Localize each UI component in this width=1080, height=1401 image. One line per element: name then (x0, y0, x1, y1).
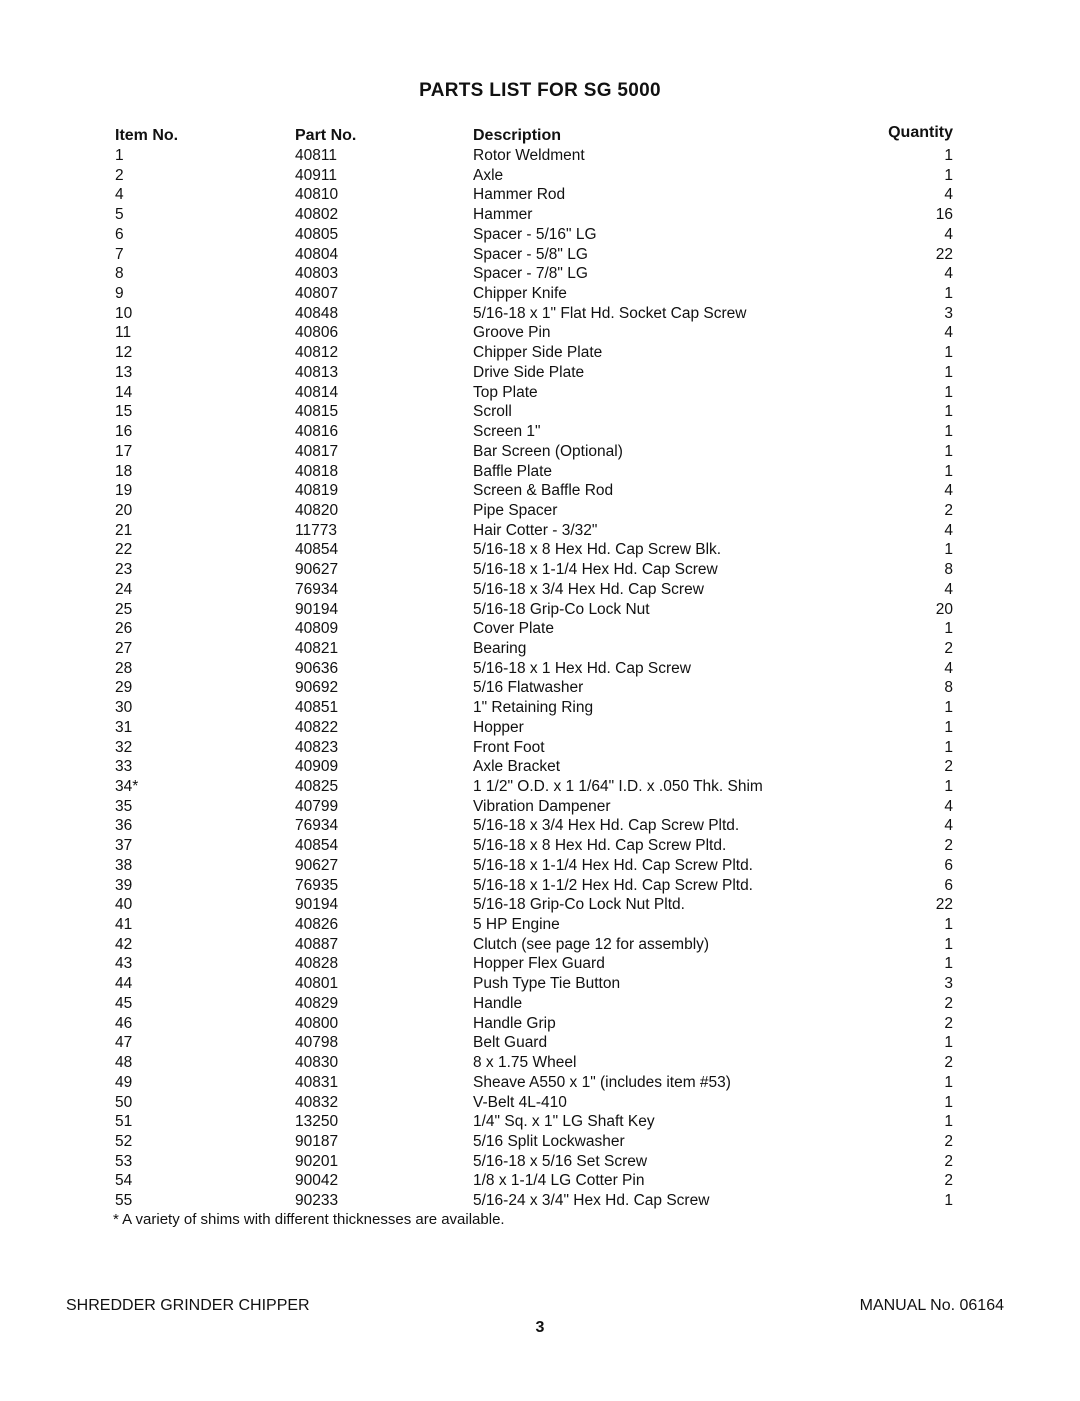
column-header-description: Description (473, 127, 562, 144)
part-no-cell: 90194 (295, 896, 339, 914)
description-cell: 5/16-18 x 3/4 Hex Hd. Cap Screw Pltd. (473, 817, 740, 835)
description-cell: Groove Pin (473, 324, 551, 342)
part-no-cell: 40848 (295, 304, 339, 322)
column-header-part-no: Part No. (295, 127, 357, 144)
quantity-cell: 2 (944, 501, 953, 519)
part-no-cell: 40810 (295, 186, 339, 204)
table-row (0, 1112, 1080, 1132)
table-row (0, 718, 1080, 738)
table-row (0, 1152, 1080, 1172)
part-no-cell: 90042 (295, 1172, 339, 1190)
quantity-cell: 1 (944, 955, 953, 973)
table-row (0, 1053, 1080, 1073)
table-row (0, 146, 1080, 166)
table-row (0, 895, 1080, 915)
part-no-cell: 40801 (295, 975, 339, 993)
part-no-cell: 40807 (295, 285, 339, 303)
table-row (0, 915, 1080, 935)
quantity-cell: 1 (944, 462, 953, 480)
quantity-cell: 1 (944, 363, 953, 381)
quantity-cell: 22 (935, 245, 953, 263)
item-no-cell: 6 (115, 225, 124, 243)
table-row (0, 185, 1080, 205)
table-row (0, 678, 1080, 698)
item-no-cell: 32 (115, 738, 133, 756)
description-cell: Hammer Rod (473, 186, 566, 204)
table-row (0, 304, 1080, 324)
quantity-cell: 1 (944, 147, 953, 164)
table-row (0, 994, 1080, 1014)
part-no-cell: 90233 (295, 1192, 339, 1210)
description-cell: Push Type Tie Button (473, 975, 621, 993)
quantity-cell: 1 (944, 916, 953, 934)
description-cell: Sheave A550 x 1" (includes item #53) (473, 1073, 731, 1091)
description-cell: Pipe Spacer (473, 501, 558, 519)
quantity-cell: 3 (944, 975, 953, 993)
quantity-cell: 4 (944, 521, 953, 539)
description-cell: Chipper Knife (473, 285, 567, 303)
table-row (0, 205, 1080, 225)
description-cell: Chipper Side Plate (473, 344, 603, 362)
description-cell: Screen & Baffle Rod (473, 482, 614, 500)
item-no-cell: 10 (115, 304, 133, 322)
description-cell: Axle (473, 166, 504, 184)
quantity-cell: 2 (944, 1152, 953, 1170)
description-cell: Hair Cotter - 3/32" (473, 521, 598, 539)
part-no-cell: 40828 (295, 955, 339, 973)
quantity-cell: 1 (944, 699, 953, 717)
item-no-cell: 11 (115, 324, 132, 342)
description-cell: 8 x 1.75 Wheel (473, 1054, 577, 1072)
item-no-cell: 16 (115, 423, 133, 441)
item-no-cell: 15 (115, 403, 133, 421)
item-no-cell: 19 (115, 482, 133, 500)
part-no-cell: 40811 (295, 147, 337, 164)
item-no-cell: 38 (115, 856, 133, 874)
part-no-cell: 40819 (295, 482, 339, 500)
quantity-cell: 1 (944, 166, 953, 184)
part-no-cell: 40803 (295, 265, 339, 283)
table-row (0, 954, 1080, 974)
quantity-cell: 6 (944, 876, 953, 894)
part-no-cell: 90627 (295, 856, 339, 874)
table-row (0, 580, 1080, 600)
quantity-cell: 4 (944, 225, 953, 243)
table-row (0, 363, 1080, 383)
item-no-cell: 50 (115, 1093, 133, 1111)
item-no-cell: 35 (115, 797, 133, 815)
part-no-cell: 40854 (295, 837, 339, 855)
table-row (0, 462, 1080, 482)
item-no-cell: 54 (115, 1172, 133, 1190)
table-row (0, 619, 1080, 639)
table-row (0, 481, 1080, 501)
item-no-cell: 44 (115, 975, 133, 993)
item-no-cell: 7 (115, 245, 124, 263)
quantity-cell: 1 (944, 541, 953, 559)
description-cell: 5/16 Split Lockwasher (473, 1132, 625, 1150)
table-row (0, 1093, 1080, 1113)
description-cell: 5/16-18 x 8 Hex Hd. Cap Screw Pltd. (473, 837, 727, 855)
part-no-cell: 90636 (295, 659, 339, 677)
table-row (0, 501, 1080, 521)
part-no-cell: 40806 (295, 324, 339, 342)
table-row (0, 560, 1080, 580)
part-no-cell: 40820 (295, 501, 339, 519)
table-row (0, 639, 1080, 659)
item-no-cell: 31 (115, 718, 133, 736)
part-no-cell: 40825 (295, 778, 339, 795)
description-cell: Baffle Plate (473, 462, 552, 480)
item-no-cell: 37 (115, 837, 133, 855)
item-no-cell: 47 (115, 1034, 133, 1052)
item-no-cell: 51 (115, 1113, 133, 1131)
table-row (0, 935, 1080, 955)
quantity-cell: 1 (944, 442, 953, 460)
table-row (0, 698, 1080, 718)
table-row (0, 1171, 1080, 1191)
item-no-cell: 28 (115, 659, 133, 677)
part-no-cell: 76934 (295, 817, 339, 835)
quantity-cell: 4 (944, 186, 953, 204)
item-no-cell: 20 (115, 501, 133, 519)
part-no-cell: 40805 (295, 225, 339, 243)
quantity-cell: 4 (944, 797, 953, 815)
column-header-item-no: Item No. (115, 127, 179, 144)
item-no-cell: 40 (115, 896, 133, 914)
description-cell: Drive Side Plate (473, 363, 585, 381)
table-row (0, 1073, 1080, 1093)
part-no-cell: 40851 (295, 699, 339, 717)
quantity-cell: 1 (944, 344, 953, 362)
part-no-cell: 40800 (295, 1014, 339, 1032)
description-cell: 5/16-18 Grip-Co Lock Nut Pltd. (473, 896, 685, 914)
description-cell: 5/16-24 x 3/4" Hex Hd. Cap Screw (473, 1192, 710, 1210)
part-no-cell: 40831 (295, 1073, 339, 1091)
table-row (0, 323, 1080, 343)
quantity-cell: 22 (935, 896, 953, 914)
description-cell: Axle Bracket (473, 758, 561, 776)
description-cell: 5/16-18 x 8 Hex Hd. Cap Screw Blk. (473, 541, 722, 559)
description-cell: 5/16-18 x 1-1/4 Hex Hd. Cap Screw (473, 561, 718, 579)
quantity-cell: 8 (944, 679, 953, 697)
table-row (0, 856, 1080, 876)
table-row (0, 402, 1080, 422)
description-cell: V-Belt 4L-410 (473, 1093, 567, 1111)
quantity-cell: 2 (944, 994, 953, 1012)
description-cell: Vibration Dampener (473, 797, 611, 815)
quantity-cell: 1 (944, 1073, 953, 1091)
item-no-cell: 33 (115, 758, 133, 776)
quantity-cell: 8 (944, 561, 953, 579)
item-no-cell: 34* (115, 778, 139, 795)
description-cell: Cover Plate (473, 620, 554, 638)
table-row (0, 836, 1080, 856)
table-row (0, 876, 1080, 896)
quantity-cell: 1 (944, 285, 953, 303)
quantity-cell: 1 (944, 778, 953, 795)
parts-table (0, 146, 1080, 1211)
quantity-cell: 1 (944, 718, 953, 736)
column-header-quantity: Quantity (888, 124, 953, 141)
quantity-cell: 6 (944, 856, 953, 874)
item-no-cell: 43 (115, 955, 133, 973)
description-cell: Screen 1" (473, 423, 541, 441)
item-no-cell: 5 (115, 206, 124, 224)
part-no-cell: 76934 (295, 580, 339, 598)
part-no-cell: 40830 (295, 1054, 339, 1072)
part-no-cell: 40854 (295, 541, 339, 559)
table-row (0, 797, 1080, 817)
part-no-cell: 40832 (295, 1093, 339, 1111)
table-row (0, 1191, 1080, 1211)
part-no-cell: 40799 (295, 797, 339, 815)
description-cell: Top Plate (473, 383, 538, 401)
table-row (0, 1132, 1080, 1152)
table-row (0, 659, 1080, 679)
table-row (0, 422, 1080, 442)
description-cell: 1" Retaining Ring (473, 699, 594, 717)
description-cell: Bearing (473, 639, 527, 657)
item-no-cell: 41 (115, 916, 133, 934)
quantity-cell: 3 (944, 304, 953, 322)
table-row (0, 383, 1080, 403)
item-no-cell: 9 (115, 285, 124, 303)
item-no-cell: 53 (115, 1152, 133, 1170)
item-no-cell: 36 (115, 817, 133, 835)
item-no-cell: 25 (115, 600, 133, 618)
description-cell: Handle (473, 994, 523, 1012)
quantity-cell: 20 (935, 600, 953, 618)
quantity-cell: 1 (944, 383, 953, 401)
footer-manual-number: MANUAL No. 06164 (859, 1297, 1004, 1314)
description-cell: 5/16-18 x 1 Hex Hd. Cap Screw (473, 659, 691, 677)
description-cell: Clutch (see page 12 for assembly) (473, 935, 710, 953)
quantity-cell: 1 (944, 1113, 953, 1131)
item-no-cell: 14 (115, 383, 133, 401)
table-row (0, 974, 1080, 994)
quantity-cell: 16 (935, 206, 953, 224)
part-no-cell: 40816 (295, 423, 339, 441)
item-no-cell: 21 (115, 521, 133, 539)
description-cell: 1/4" Sq. x 1" LG Shaft Key (473, 1113, 655, 1131)
part-no-cell: 40809 (295, 620, 339, 638)
part-no-cell: 90194 (295, 600, 339, 618)
quantity-cell: 4 (944, 817, 953, 835)
item-no-cell: 49 (115, 1073, 133, 1091)
part-no-cell: 90627 (295, 561, 339, 579)
table-row (0, 1014, 1080, 1034)
part-no-cell: 40911 (295, 166, 337, 184)
table-row (0, 166, 1080, 186)
item-no-cell: 13 (115, 363, 133, 381)
table-row (0, 264, 1080, 284)
part-no-cell: 40822 (295, 718, 339, 736)
description-cell: Scroll (473, 403, 512, 421)
part-no-cell: 40823 (295, 738, 339, 756)
quantity-cell: 4 (944, 324, 953, 342)
description-cell: 5/16-18 Grip-Co Lock Nut (473, 600, 650, 618)
quantity-cell: 4 (944, 580, 953, 598)
item-no-cell: 18 (115, 462, 133, 480)
quantity-cell: 4 (944, 659, 953, 677)
description-cell: 5/16-18 x 1-1/4 Hex Hd. Cap Screw Pltd. (473, 856, 753, 874)
table-row (0, 757, 1080, 777)
item-no-cell: 46 (115, 1014, 133, 1032)
quantity-cell: 2 (944, 1132, 953, 1150)
quantity-cell: 2 (944, 758, 953, 776)
description-cell: 5/16-18 x 1-1/2 Hex Hd. Cap Screw Pltd. (473, 876, 753, 894)
item-no-cell: 26 (115, 620, 133, 638)
part-no-cell: 40826 (295, 916, 339, 934)
part-no-cell: 90201 (295, 1152, 339, 1170)
description-cell: Hopper (473, 718, 524, 736)
description-cell: Front Foot (473, 738, 545, 756)
table-row (0, 225, 1080, 245)
description-cell: 5/16-18 x 5/16 Set Screw (473, 1152, 648, 1170)
item-no-cell: 39 (115, 876, 133, 894)
description-cell: Spacer - 7/8" LG (473, 265, 588, 283)
part-no-cell: 40814 (295, 383, 339, 401)
description-cell: 5/16 Flatwasher (473, 679, 584, 697)
part-no-cell: 40802 (295, 206, 339, 224)
quantity-cell: 1 (944, 1093, 953, 1111)
description-cell: Rotor Weldment (473, 147, 585, 164)
item-no-cell: 23 (115, 561, 133, 579)
part-no-cell: 76935 (295, 876, 339, 894)
item-no-cell: 4 (115, 186, 124, 204)
quantity-cell: 1 (944, 423, 953, 441)
page-title: PARTS LIST FOR SG 5000 (419, 80, 661, 101)
part-no-cell: 11773 (295, 521, 337, 539)
item-no-cell: 1 (115, 147, 124, 164)
description-cell: 1/8 x 1-1/4 LG Cotter Pin (473, 1172, 645, 1190)
item-no-cell: 24 (115, 580, 133, 598)
item-no-cell: 42 (115, 935, 133, 953)
description-cell: 5/16-18 x 3/4 Hex Hd. Cap Screw (473, 580, 704, 598)
quantity-cell: 1 (944, 403, 953, 421)
quantity-cell: 2 (944, 1054, 953, 1072)
item-no-cell: 17 (115, 442, 133, 460)
table-row (0, 600, 1080, 620)
item-no-cell: 45 (115, 994, 133, 1012)
table-row (0, 1033, 1080, 1053)
part-no-cell: 40812 (295, 344, 339, 362)
part-no-cell: 40815 (295, 403, 339, 421)
quantity-cell: 1 (944, 935, 953, 953)
table-row (0, 442, 1080, 462)
description-cell: Hopper Flex Guard (473, 955, 605, 973)
part-no-cell: 40798 (295, 1034, 339, 1052)
quantity-cell: 1 (944, 1192, 953, 1210)
description-cell: 1 1/2" O.D. x 1 1/64" I.D. x .050 Thk. Shim (473, 778, 763, 795)
item-no-cell: 30 (115, 699, 133, 717)
quantity-cell: 4 (944, 265, 953, 283)
table-row (0, 777, 1080, 797)
quantity-cell: 4 (944, 482, 953, 500)
quantity-cell: 2 (944, 837, 953, 855)
item-no-cell: 48 (115, 1054, 133, 1072)
quantity-cell: 2 (944, 639, 953, 657)
item-no-cell: 52 (115, 1132, 133, 1150)
description-cell: 5/16-18 x 1" Flat Hd. Socket Cap Screw (473, 304, 747, 322)
table-row (0, 521, 1080, 541)
description-cell: Spacer - 5/16" LG (473, 225, 597, 243)
item-no-cell: 27 (115, 639, 133, 657)
item-no-cell: 55 (115, 1192, 133, 1210)
description-cell: Bar Screen (Optional) (473, 442, 623, 460)
part-no-cell: 90187 (295, 1132, 339, 1150)
item-no-cell: 22 (115, 541, 133, 559)
part-no-cell: 40818 (295, 462, 339, 480)
part-no-cell: 90692 (295, 679, 339, 697)
part-no-cell: 40829 (295, 994, 339, 1012)
footer-product-name: SHREDDER GRINDER CHIPPER (66, 1297, 310, 1314)
part-no-cell: 40813 (295, 363, 339, 381)
table-row (0, 284, 1080, 304)
quantity-cell: 1 (944, 620, 953, 638)
description-cell: Hammer (473, 206, 533, 224)
table-row (0, 540, 1080, 560)
description-cell: Handle Grip (473, 1014, 556, 1032)
item-no-cell: 29 (115, 679, 133, 697)
table-row (0, 738, 1080, 758)
item-no-cell: 12 (115, 344, 133, 362)
description-cell: Belt Guard (473, 1034, 548, 1052)
quantity-cell: 1 (944, 1034, 953, 1052)
part-no-cell: 40909 (295, 758, 339, 776)
description-cell: Spacer - 5/8" LG (473, 245, 588, 263)
table-row (0, 245, 1080, 265)
footnote: * A variety of shims with different thicknesses are available. (113, 1211, 505, 1228)
table-row (0, 343, 1080, 363)
table-row (0, 816, 1080, 836)
part-no-cell: 40804 (295, 245, 339, 263)
item-no-cell: 8 (115, 265, 124, 283)
part-no-cell: 40887 (295, 935, 339, 953)
quantity-cell: 1 (944, 738, 953, 756)
item-no-cell: 2 (115, 166, 124, 184)
part-no-cell: 40817 (295, 442, 339, 460)
part-no-cell: 13250 (295, 1113, 339, 1131)
part-no-cell: 40821 (295, 639, 339, 657)
description-cell: 5 HP Engine (473, 916, 560, 934)
quantity-cell: 2 (944, 1172, 953, 1190)
page-number: 3 (535, 1319, 545, 1336)
quantity-cell: 2 (944, 1014, 953, 1032)
